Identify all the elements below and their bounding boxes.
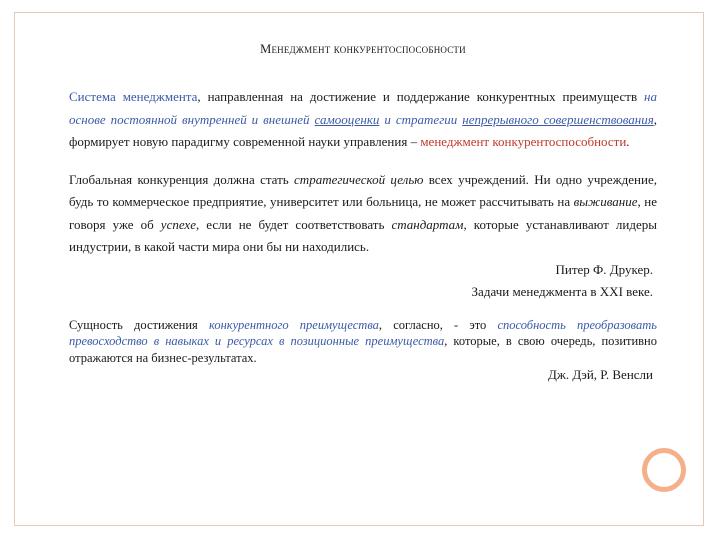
term-basis: на основе постоянной внутренней и внешней xyxy=(69,89,657,127)
text-span: Глобальная конкуренция должна стать xyxy=(69,171,295,187)
paragraph-quote-day xyxy=(69,317,657,367)
text-span: , согласно, - это xyxy=(378,317,498,332)
term-standards: стандартам xyxy=(391,216,464,232)
paragraph-definition xyxy=(69,86,657,154)
term-success: успехе xyxy=(160,216,196,232)
attribution-day-wensley: Дж. Дэй, Р. Венсли xyxy=(548,367,653,382)
attribution-work: Задачи менеджмента в XXI веке. xyxy=(471,283,653,299)
term-management-system: Система менеджмента xyxy=(69,89,198,104)
text-span: , если не будет соответствовать xyxy=(195,216,392,232)
text-span: , не говоря уже об xyxy=(69,194,658,232)
paragraph-quote-drucker xyxy=(69,169,657,259)
term-survival: выживание xyxy=(573,194,638,209)
slide-content xyxy=(69,42,657,384)
text-span: всех учреждений. Ни одно учреждение, будь то коммерческое предприятие, университет или больница, не может рассчитывать на xyxy=(69,171,657,209)
term-ability: способность преобразовать превосходство в навыках и ресурсах в позиционные преимущества xyxy=(69,317,657,348)
term-self-assessment: самооценки xyxy=(314,111,380,127)
term-continuous-improvement: непрерывного совершенствования xyxy=(462,111,654,127)
text-span: , которые, в свою очередь, позитивно отражаются на бизнес-результатах. xyxy=(69,334,658,365)
attribution-author: Питер Ф. Друкер. xyxy=(555,261,653,277)
term-competitive-advantage: конкурентного преимущества xyxy=(208,317,379,332)
text-span: . xyxy=(626,134,630,149)
decorative-circle-icon xyxy=(642,448,686,492)
text-span: , которые устанавливают лидеры индустрии, в какой части мира они бы ни находились. xyxy=(69,216,657,254)
term-competitiveness-management: менеджмент конкурентоспособности xyxy=(420,134,627,149)
slide-title: Менеджмент конкурентоспособности xyxy=(260,42,466,56)
term-strategic-goal: стратегической целью xyxy=(294,171,424,187)
text-span: , формирует новую парадигму современной науки управления – xyxy=(69,111,658,149)
text-span: Сущность достижения xyxy=(69,317,209,332)
text-span: и xyxy=(379,111,396,127)
text-span: , направленная на достижение и поддержание конкурентных преимуществ xyxy=(197,89,645,104)
term-strategy: стратегии xyxy=(395,111,458,127)
